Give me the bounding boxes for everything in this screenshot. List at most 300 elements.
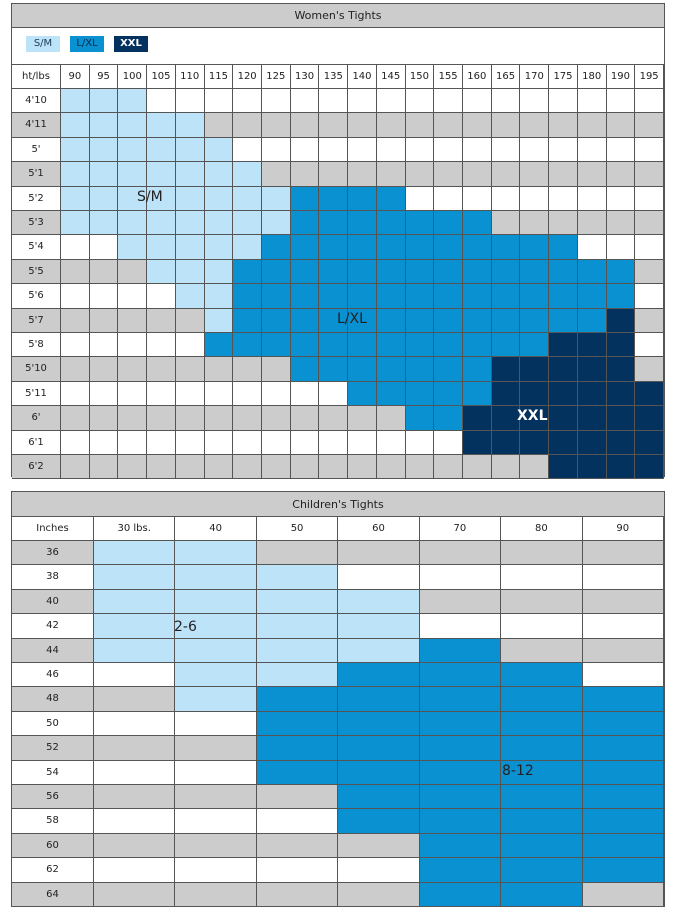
- size-cell: [434, 138, 463, 162]
- size-cell: [492, 235, 521, 259]
- weight-header: 30 lbs.: [94, 517, 175, 541]
- size-cell: [338, 834, 419, 858]
- size-cell: [319, 138, 348, 162]
- height-label: 5'8: [12, 333, 61, 357]
- size-cell: [233, 382, 262, 406]
- size-cell: [377, 89, 406, 113]
- size-cell: [118, 235, 147, 259]
- size-cell: [583, 663, 664, 687]
- size-cell: [578, 455, 607, 479]
- size-cell: [176, 211, 205, 235]
- size-cell: [635, 260, 664, 284]
- size-cell: [61, 162, 90, 186]
- size-cell: [492, 333, 521, 357]
- size-cell: [262, 431, 291, 455]
- size-cell: [257, 785, 338, 809]
- size-cell: [205, 309, 234, 333]
- size-cell: [492, 260, 521, 284]
- size-cell: [607, 138, 636, 162]
- size-cell: [61, 357, 90, 381]
- weight-header: 160: [463, 65, 492, 89]
- size-cell: [520, 162, 549, 186]
- size-cell: [291, 211, 320, 235]
- size-cell: [291, 431, 320, 455]
- size-cell: [61, 284, 90, 308]
- size-cell: [463, 162, 492, 186]
- size-cell: [583, 809, 664, 833]
- size-cell: [635, 357, 664, 381]
- size-cell: [291, 138, 320, 162]
- size-cell: [205, 89, 234, 113]
- size-cell: [578, 89, 607, 113]
- size-cell: [406, 235, 435, 259]
- size-cell: [319, 431, 348, 455]
- size-cell: [463, 357, 492, 381]
- weight-header: 90: [583, 517, 664, 541]
- size-cell: [291, 235, 320, 259]
- size-cell: [348, 431, 377, 455]
- size-cell: [233, 187, 262, 211]
- height-label: 48: [12, 687, 94, 711]
- height-label: 6'2: [12, 455, 61, 479]
- size-cell: [291, 260, 320, 284]
- size-cell: [549, 89, 578, 113]
- size-cell: [61, 382, 90, 406]
- size-cell: [147, 235, 176, 259]
- height-label: 52: [12, 736, 94, 760]
- size-cell: [463, 260, 492, 284]
- size-cell: [583, 565, 664, 589]
- size-cell: [607, 455, 636, 479]
- size-cell: [434, 431, 463, 455]
- size-cell: [118, 406, 147, 430]
- size-cell: [319, 406, 348, 430]
- weight-header: 120: [233, 65, 262, 89]
- size-cell: [291, 89, 320, 113]
- size-cell: [420, 736, 501, 760]
- size-cell: [319, 382, 348, 406]
- size-cell: [607, 113, 636, 137]
- size-cell: [501, 687, 582, 711]
- size-cell: [501, 785, 582, 809]
- size-cell: [90, 284, 119, 308]
- size-cell: [233, 211, 262, 235]
- size-cell: [492, 284, 521, 308]
- size-cell: [406, 211, 435, 235]
- height-label: 5'2: [12, 187, 61, 211]
- height-label: 5'5: [12, 260, 61, 284]
- size-cell: [175, 809, 256, 833]
- size-cell: [348, 162, 377, 186]
- size-cell: [420, 565, 501, 589]
- corner-label: ht/lbs: [12, 65, 61, 89]
- size-cell: [501, 883, 582, 907]
- size-cell: [176, 406, 205, 430]
- size-cell: [635, 455, 664, 479]
- size-cell: [583, 883, 664, 907]
- size-cell: [94, 565, 175, 589]
- size-cell: [434, 382, 463, 406]
- size-cell: [578, 211, 607, 235]
- height-label: 56: [12, 785, 94, 809]
- childrens-tights-panel: [11, 491, 665, 907]
- corner-label: Inches: [12, 517, 94, 541]
- size-cell: [257, 639, 338, 663]
- size-cell: [635, 138, 664, 162]
- size-cell: [549, 309, 578, 333]
- weight-header: 135: [319, 65, 348, 89]
- size-cell: [377, 357, 406, 381]
- size-cell: [434, 260, 463, 284]
- size-cell: [205, 162, 234, 186]
- size-cell: [377, 431, 406, 455]
- size-cell: [420, 541, 501, 565]
- size-cell: [463, 138, 492, 162]
- size-cell: [94, 687, 175, 711]
- size-cell: [607, 162, 636, 186]
- size-cell: [205, 187, 234, 211]
- size-cell: [549, 455, 578, 479]
- size-cell: [463, 284, 492, 308]
- weight-header: 155: [434, 65, 463, 89]
- size-cell: [492, 309, 521, 333]
- size-cell: [118, 138, 147, 162]
- size-cell: [61, 235, 90, 259]
- size-cell: [118, 333, 147, 357]
- size-cell: [501, 639, 582, 663]
- size-cell: [90, 382, 119, 406]
- size-cell: [90, 260, 119, 284]
- size-cell: [463, 211, 492, 235]
- size-cell: [94, 736, 175, 760]
- size-cell: [492, 113, 521, 137]
- weight-header: 60: [338, 517, 419, 541]
- size-cell: [94, 809, 175, 833]
- size-cell: [583, 712, 664, 736]
- size-cell: [233, 309, 262, 333]
- size-cell: [175, 785, 256, 809]
- size-cell: [176, 357, 205, 381]
- size-cell: [348, 235, 377, 259]
- size-cell: [492, 138, 521, 162]
- size-cell: [175, 565, 256, 589]
- size-cell: [607, 333, 636, 357]
- size-cell: [319, 357, 348, 381]
- size-cell: [420, 785, 501, 809]
- height-label: 5'7: [12, 309, 61, 333]
- size-cell: [607, 284, 636, 308]
- womens-tights-panel: [11, 3, 665, 477]
- size-cell: [94, 858, 175, 882]
- size-cell: [635, 235, 664, 259]
- size-cell: [520, 357, 549, 381]
- size-cell: [233, 260, 262, 284]
- height-label: 50: [12, 712, 94, 736]
- size-cell: [348, 455, 377, 479]
- size-cell: [348, 138, 377, 162]
- height-label: 6'1: [12, 431, 61, 455]
- size-cell: [262, 333, 291, 357]
- size-cell: [338, 883, 419, 907]
- size-cell: [262, 455, 291, 479]
- size-cell: [233, 455, 262, 479]
- size-cell: [578, 162, 607, 186]
- size-cell: [175, 761, 256, 785]
- size-cell: [583, 858, 664, 882]
- weight-header: 195: [635, 65, 664, 89]
- weight-header: 130: [291, 65, 320, 89]
- size-cell: [520, 260, 549, 284]
- weight-header: 145: [377, 65, 406, 89]
- size-cell: [94, 541, 175, 565]
- size-cell: [434, 89, 463, 113]
- height-label: 5'11: [12, 382, 61, 406]
- size-cell: [377, 382, 406, 406]
- weight-header: 170: [520, 65, 549, 89]
- size-cell: [262, 260, 291, 284]
- size-cell: [583, 590, 664, 614]
- size-cell: [492, 431, 521, 455]
- size-cell: [607, 309, 636, 333]
- size-cell: [257, 541, 338, 565]
- size-cell: [257, 614, 338, 638]
- size-cell: [434, 211, 463, 235]
- size-cell: [147, 357, 176, 381]
- size-cell: [348, 357, 377, 381]
- region-label-8-12: 8-12: [502, 763, 534, 779]
- size-cell: [319, 113, 348, 137]
- size-cell: [578, 113, 607, 137]
- size-cell: [257, 883, 338, 907]
- size-cell: [420, 761, 501, 785]
- size-cell: [175, 663, 256, 687]
- size-cell: [406, 357, 435, 381]
- size-cell: [147, 406, 176, 430]
- size-cell: [118, 260, 147, 284]
- weight-header: 70: [420, 517, 501, 541]
- size-cell: [583, 639, 664, 663]
- size-cell: [607, 431, 636, 455]
- region-label-lxl: L/XL: [337, 311, 367, 327]
- size-legend: [12, 28, 664, 65]
- size-cell: [338, 541, 419, 565]
- size-cell: [420, 809, 501, 833]
- size-cell: [205, 431, 234, 455]
- size-cell: [61, 138, 90, 162]
- legend-sm: S/M: [26, 36, 60, 52]
- size-cell: [501, 614, 582, 638]
- size-cell: [377, 309, 406, 333]
- size-cell: [492, 382, 521, 406]
- size-cell: [578, 406, 607, 430]
- size-cell: [233, 113, 262, 137]
- size-cell: [118, 162, 147, 186]
- size-cell: [257, 663, 338, 687]
- size-cell: [607, 406, 636, 430]
- height-label: 38: [12, 565, 94, 589]
- size-cell: [319, 235, 348, 259]
- size-cell: [607, 382, 636, 406]
- size-cell: [463, 235, 492, 259]
- size-cell: [118, 455, 147, 479]
- size-cell: [635, 162, 664, 186]
- weight-header: 180: [578, 65, 607, 89]
- size-cell: [118, 357, 147, 381]
- size-cell: [578, 284, 607, 308]
- size-cell: [583, 614, 664, 638]
- size-cell: [420, 712, 501, 736]
- womens-tights-title: Women's Tights: [12, 4, 664, 28]
- size-cell: [583, 541, 664, 565]
- size-cell: [607, 260, 636, 284]
- size-cell: [607, 89, 636, 113]
- size-cell: [175, 834, 256, 858]
- size-cell: [578, 235, 607, 259]
- size-cell: [520, 187, 549, 211]
- height-label: 5'1: [12, 162, 61, 186]
- size-cell: [257, 858, 338, 882]
- size-cell: [175, 541, 256, 565]
- weight-header: 115: [205, 65, 234, 89]
- size-cell: [520, 309, 549, 333]
- size-cell: [420, 858, 501, 882]
- size-cell: [406, 309, 435, 333]
- weight-header: 40: [175, 517, 256, 541]
- size-cell: [90, 406, 119, 430]
- size-cell: [406, 455, 435, 479]
- size-cell: [175, 883, 256, 907]
- weight-header: 190: [607, 65, 636, 89]
- size-cell: [176, 333, 205, 357]
- size-cell: [635, 284, 664, 308]
- weight-header: 140: [348, 65, 377, 89]
- size-cell: [147, 309, 176, 333]
- size-cell: [257, 736, 338, 760]
- height-label: 5'10: [12, 357, 61, 381]
- size-cell: [118, 113, 147, 137]
- size-cell: [583, 687, 664, 711]
- size-cell: [549, 235, 578, 259]
- size-cell: [175, 736, 256, 760]
- size-cell: [176, 138, 205, 162]
- size-cell: [147, 333, 176, 357]
- size-cell: [205, 333, 234, 357]
- size-cell: [94, 883, 175, 907]
- size-cell: [338, 761, 419, 785]
- size-cell: [90, 211, 119, 235]
- size-cell: [549, 260, 578, 284]
- size-cell: [205, 235, 234, 259]
- size-cell: [61, 455, 90, 479]
- size-cell: [257, 809, 338, 833]
- size-cell: [463, 113, 492, 137]
- weight-header: 105: [147, 65, 176, 89]
- size-cell: [578, 309, 607, 333]
- size-cell: [291, 455, 320, 479]
- size-cell: [406, 382, 435, 406]
- weight-header: 100: [118, 65, 147, 89]
- size-cell: [549, 187, 578, 211]
- size-cell: [338, 639, 419, 663]
- height-label: 60: [12, 834, 94, 858]
- size-cell: [262, 162, 291, 186]
- size-cell: [118, 431, 147, 455]
- size-cell: [176, 235, 205, 259]
- size-cell: [492, 455, 521, 479]
- size-cell: [578, 260, 607, 284]
- size-cell: [583, 785, 664, 809]
- size-cell: [61, 333, 90, 357]
- size-cell: [463, 187, 492, 211]
- size-cell: [420, 614, 501, 638]
- size-cell: [262, 235, 291, 259]
- size-cell: [348, 113, 377, 137]
- weight-header: 90: [61, 65, 90, 89]
- size-cell: [90, 235, 119, 259]
- size-cell: [635, 333, 664, 357]
- size-cell: [233, 357, 262, 381]
- height-label: 5'6: [12, 284, 61, 308]
- weight-header: 150: [406, 65, 435, 89]
- size-cell: [291, 187, 320, 211]
- size-cell: [90, 333, 119, 357]
- size-cell: [90, 89, 119, 113]
- size-cell: [501, 736, 582, 760]
- size-cell: [434, 333, 463, 357]
- size-cell: [635, 89, 664, 113]
- size-cell: [348, 211, 377, 235]
- size-cell: [90, 138, 119, 162]
- size-cell: [635, 113, 664, 137]
- height-label: 54: [12, 761, 94, 785]
- size-cell: [90, 357, 119, 381]
- size-cell: [176, 431, 205, 455]
- weight-header: 95: [90, 65, 119, 89]
- size-cell: [520, 455, 549, 479]
- size-cell: [338, 590, 419, 614]
- size-cell: [463, 309, 492, 333]
- size-cell: [501, 663, 582, 687]
- size-cell: [377, 138, 406, 162]
- size-cell: [94, 785, 175, 809]
- size-cell: [463, 382, 492, 406]
- size-cell: [61, 309, 90, 333]
- size-cell: [520, 431, 549, 455]
- size-cell: [94, 590, 175, 614]
- height-label: 46: [12, 663, 94, 687]
- weight-header: 50: [257, 517, 338, 541]
- size-cell: [492, 211, 521, 235]
- size-cell: [348, 284, 377, 308]
- size-cell: [147, 138, 176, 162]
- size-cell: [578, 333, 607, 357]
- size-cell: [291, 284, 320, 308]
- size-cell: [90, 455, 119, 479]
- size-cell: [175, 712, 256, 736]
- size-cell: [94, 663, 175, 687]
- size-cell: [578, 187, 607, 211]
- size-cell: [420, 883, 501, 907]
- size-cell: [348, 382, 377, 406]
- size-cell: [434, 113, 463, 137]
- size-cell: [635, 309, 664, 333]
- size-cell: [262, 382, 291, 406]
- size-cell: [233, 89, 262, 113]
- size-cell: [176, 284, 205, 308]
- size-cell: [377, 284, 406, 308]
- size-cell: [205, 138, 234, 162]
- size-cell: [94, 614, 175, 638]
